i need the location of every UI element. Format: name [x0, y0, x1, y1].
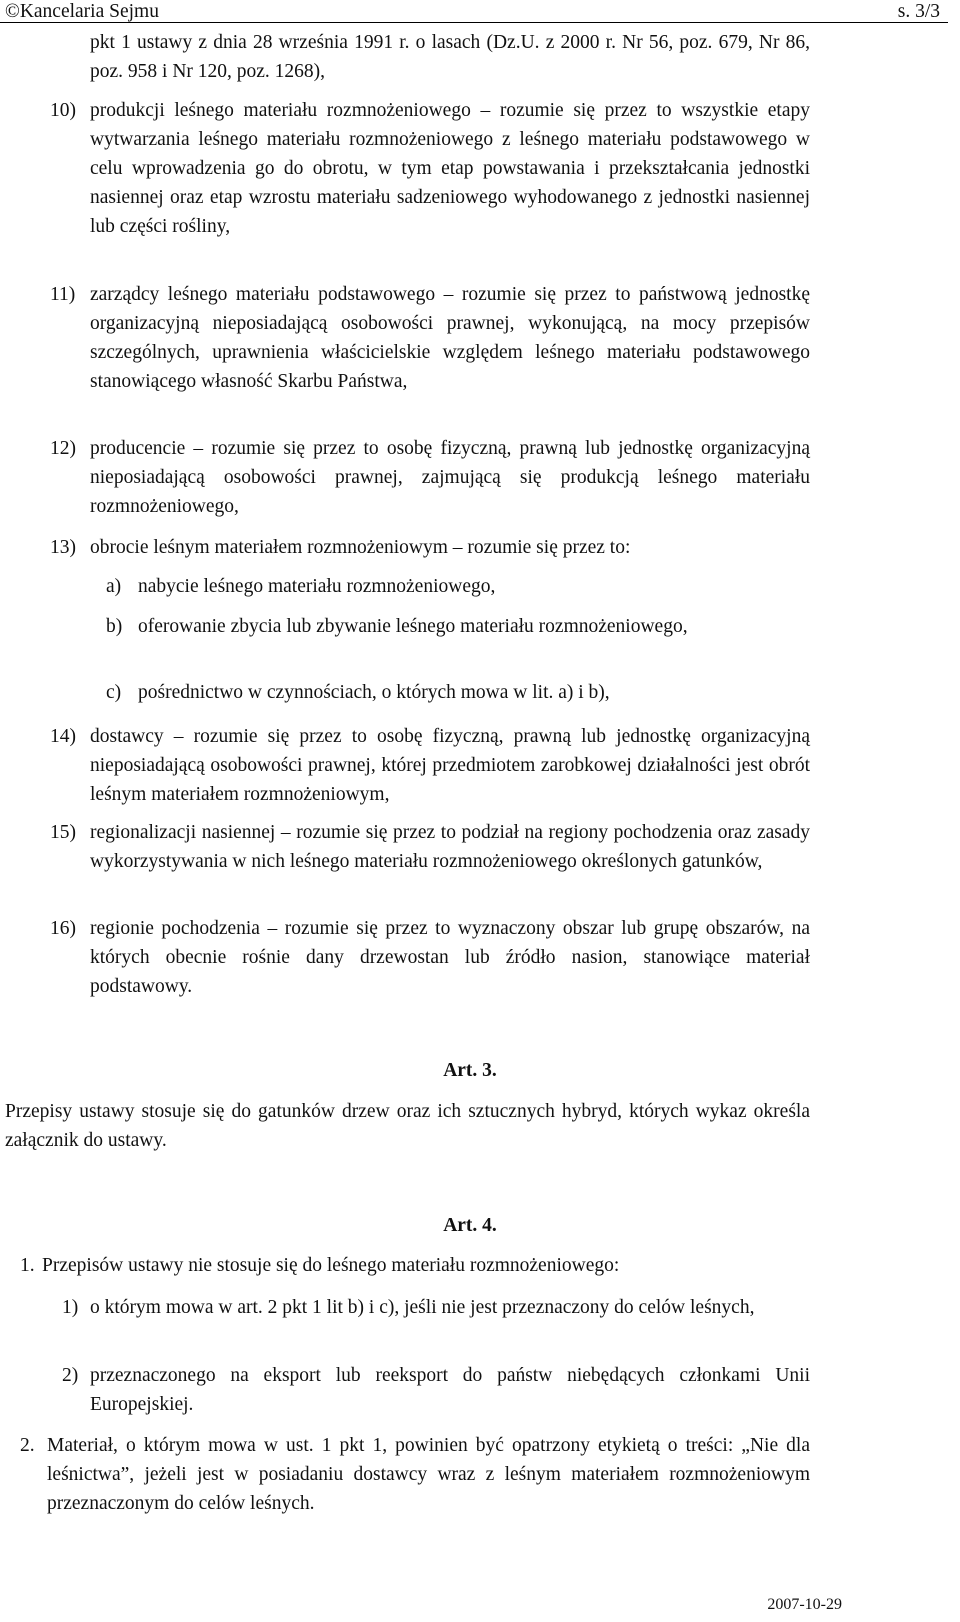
point-number: 1)	[62, 1297, 79, 1318]
page-header	[0, 0, 946, 24]
sub-item-letter: a)	[106, 576, 122, 597]
sub-item-letter: c)	[106, 682, 122, 703]
paragraph-text: Materiał, o którym mowa w ust. 1 pkt 1, powinien być opatrzony etykietą o treści: „Nie dla leśnictwa”, jeżeli jest w posiadaniu dostawcy wraz z leśnym materiałem rozmnożeniowym przeznaczonym do celów leśnych.	[47, 1435, 810, 1514]
point-text: o którym mowa w art. 2 pkt 1 lit b) i c), jeśli nie jest przeznaczony do celów leśnych,	[90, 1297, 755, 1318]
sub-item	[106, 678, 810, 707]
item-number: 12)	[50, 438, 76, 459]
item-text: obrocie leśnym materiałem rozmnożeniowym – rozumie się przez to:	[90, 537, 631, 558]
header-page-number: s. 3/3	[897, 1, 940, 22]
definition-item	[50, 96, 810, 241]
item-text: zarządcy leśnego materiału podstawowego – rozumie się przez to państwową jednostkę organizacyjną nieposiadającą osobowości prawnej, wykonującą, na mocy przepisów szczególnych, uprawnienia właścicielskie względem leśnego materiału podstawowego stanowiącego własność Skarbu Państwa,	[90, 284, 810, 392]
article-4-point	[62, 1361, 810, 1419]
article-4-title: Art. 4.	[443, 1215, 497, 1236]
item-number: 11)	[50, 284, 76, 305]
article-4-paragraph-1	[20, 1251, 810, 1280]
definition-item	[50, 280, 810, 396]
header-source: ©Kancelaria Sejmu	[5, 1, 159, 22]
item-text: produkcji leśnego materiału rozmnożeniowego – rozumie się przez to wszystkie etapy wytwarzania leśnego materiału rozmnożeniowego z leśnego materiału podstawowego w celu wprowadzenia go do obrotu, w tym etap powstawania i przekształcania jednostki nasiennej oraz etap wzrostu materiału sadzeniowego wyhodowanego z jednostki nasiennej lub części rośliny,	[90, 100, 810, 237]
item-number: 10)	[50, 100, 76, 121]
paragraph-number: 1.	[20, 1255, 35, 1276]
article-4-point	[62, 1293, 810, 1322]
item-number: 13)	[50, 537, 76, 558]
paragraph-number: 2.	[20, 1435, 35, 1456]
sub-item-text: pośrednictwo w czynnościach, o których mowa w lit. a) i b),	[138, 682, 610, 703]
item-text: regionalizacji nasiennej – rozumie się przez to podział na regiony pochodzenia oraz zasady wykorzystywania w nich leśnego materiału rozmnożeniowego określonych gatunków,	[90, 822, 810, 872]
sub-item	[106, 572, 810, 601]
definition-item	[50, 818, 810, 876]
point-number: 2)	[62, 1365, 79, 1386]
item-text: dostawcy – rozumie się przez to osobę fizyczną, prawną lub jednostkę organizacyjną nieposiadającą osobowości prawnej, której przedmiotem zarobkowej działalności jest obrót leśnym materiałem rozmnożeniowym,	[90, 726, 810, 805]
paragraph-text: Przepisów ustawy nie stosuje się do leśnego materiału rozmnożeniowego:	[42, 1255, 620, 1276]
item-text: regionie pochodzenia – rozumie się przez to wyznaczony obszar lub grupę obszarów, na których obecnie rośnie dany drzewostan lub źródło nasion, stanowiące materiał podstawowy.	[90, 918, 810, 997]
definition-item	[50, 533, 810, 562]
definition-item	[50, 722, 810, 809]
definition-item	[50, 914, 810, 1001]
article-3-text: Przepisy ustawy stosuje się do gatunków drzew oraz ich sztucznych hybryd, których wykaz określa załącznik do ustawy.	[5, 1101, 810, 1151]
item-number: 16)	[50, 918, 76, 939]
point-text: przeznaczonego na eksport lub reeksport do państw niebędących członkami Unii Europejskiej.	[90, 1365, 810, 1415]
sub-item	[106, 612, 810, 641]
item-number: 15)	[50, 822, 76, 843]
item-text: producencie – rozumie się przez to osobę fizyczną, prawną lub jednostkę organizacyjną nieposiadającą osobowości prawnej, zajmującą się produkcją leśnego materiału rozmnożeniowego,	[90, 438, 810, 517]
sub-item-text: oferowanie zbycia lub zbywanie leśnego materiału rozmnożeniowego,	[138, 616, 688, 637]
footer-date: 2007-10-29	[767, 1596, 842, 1613]
article-4-paragraph-2	[20, 1431, 810, 1518]
definition-item	[50, 434, 810, 521]
article-3-title: Art. 3.	[443, 1060, 497, 1081]
sub-item-letter: b)	[106, 616, 123, 637]
item-number: 14)	[50, 726, 76, 747]
intro-paragraph: pkt 1 ustawy z dnia 28 września 1991 r. o lasach (Dz.U. z 2000 r. Nr 56, poz. 679, Nr 86, poz. 958 i Nr 120, poz. 1268),	[90, 32, 810, 82]
sub-item-text: nabycie leśnego materiału rozmnożeniowego,	[138, 576, 496, 597]
header-divider	[0, 22, 948, 23]
